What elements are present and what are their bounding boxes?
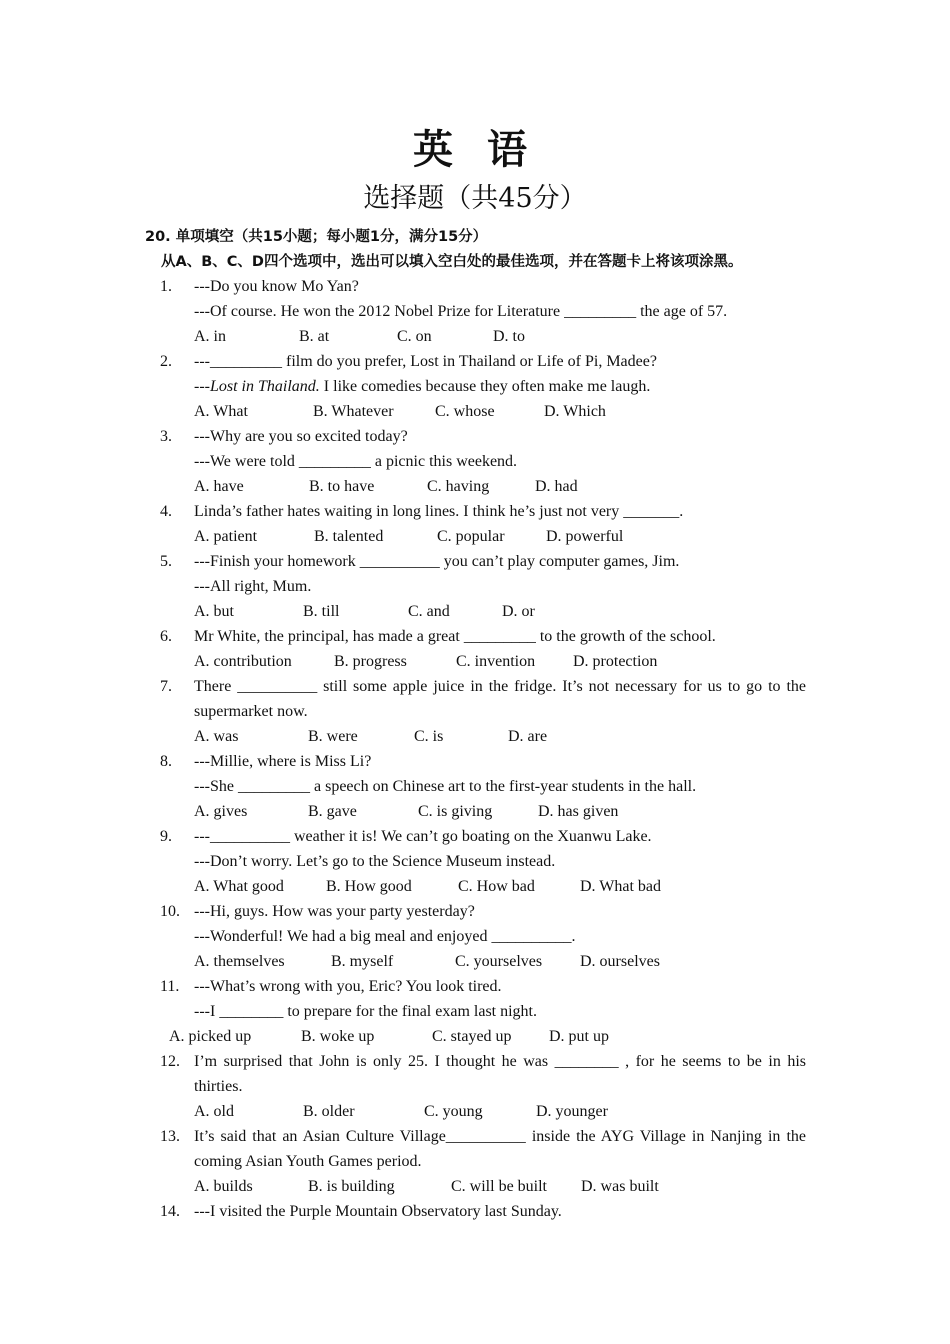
option-c: C. How bad <box>458 878 535 895</box>
question-number: 9. <box>160 828 172 845</box>
question-6 <box>0 624 950 674</box>
options-row <box>0 599 950 624</box>
question-line: ---I ________ to prepare for the final exam last night. <box>194 1003 537 1020</box>
option-c: C. and <box>408 603 450 620</box>
option-b: B. till <box>303 603 340 620</box>
option-b: B. progress <box>334 653 407 670</box>
options-row <box>0 1024 950 1049</box>
options-row <box>0 1174 950 1199</box>
section-heading: 20. 单项填空（共15小题；每小题1分，满分15分） <box>145 229 488 245</box>
page-title: 英 语 <box>413 126 537 173</box>
question-7 <box>0 674 950 749</box>
option-d: D. are <box>508 728 548 745</box>
option-d: D. or <box>502 603 535 620</box>
film-title: Lost in Thailand. <box>209 378 320 395</box>
question-line: ---She _________ a speech on Chinese art to the first-year students in the hall. <box>194 778 697 795</box>
option-c: C. young <box>424 1103 483 1120</box>
question-number: 2. <box>160 353 172 370</box>
question-number: 13. <box>160 1128 180 1145</box>
question-stem: There __________ still some apple juice in the fridge. It’s not necessary for us to go to the supermarket now. <box>194 678 806 720</box>
option-b: B. talented <box>314 528 384 545</box>
question-3 <box>0 424 950 499</box>
option-b: B. woke up <box>301 1028 375 1045</box>
option-a: A. have <box>194 478 244 495</box>
option-a: A. What <box>194 403 248 420</box>
question-13 <box>0 1124 950 1199</box>
option-a: A. What good <box>194 878 284 895</box>
option-a: A. but <box>194 603 234 620</box>
option-b: B. gave <box>308 803 357 820</box>
option-b: B. myself <box>331 953 394 970</box>
question-number: 5. <box>160 553 172 570</box>
question-line: ---I visited the Purple Mountain Observatory last Sunday. <box>194 1203 562 1220</box>
question-number: 10. <box>160 903 180 920</box>
option-c: C. popular <box>437 528 505 545</box>
question-number: 7. <box>160 678 172 695</box>
option-d: D. Which <box>544 403 606 420</box>
option-b: B. to have <box>309 478 375 495</box>
question-line: ---All right, Mum. <box>194 578 312 595</box>
question-14 <box>0 1199 950 1224</box>
question-line: ---Hi, guys. How was your party yesterday? <box>194 903 475 920</box>
options-row <box>0 649 950 674</box>
question-4 <box>0 499 950 549</box>
question-number: 11. <box>160 978 180 995</box>
option-d: D. What bad <box>580 878 662 895</box>
question-line: Linda’s father hates waiting in long lines. I think he’s just not very _______. <box>194 503 684 520</box>
option-a: A. patient <box>194 528 258 545</box>
options-row <box>0 799 950 824</box>
option-a: A. gives <box>194 803 248 820</box>
question-number: 6. <box>160 628 172 645</box>
question-list <box>0 274 950 1224</box>
question-line: ---Of course. He won the 2012 Nobel Prize for Literature _________ the age of 57. <box>194 303 728 320</box>
options-row <box>0 1099 950 1124</box>
question-line: ---Millie, where is Miss Li? <box>194 753 372 770</box>
option-c: C. invention <box>456 653 536 670</box>
answer-prefix: --- <box>194 378 210 395</box>
option-d: D. to <box>493 328 525 345</box>
options-row <box>0 524 950 549</box>
option-b: B. older <box>303 1103 355 1120</box>
question-number: 1. <box>160 278 172 295</box>
question-line: ---Do you know Mo Yan? <box>194 278 359 295</box>
option-c: C. yourselves <box>455 953 543 970</box>
question-line: ---Wonderful! We had a big meal and enjoyed __________. <box>194 928 576 945</box>
question-line <box>194 374 950 399</box>
option-c: C. is <box>414 728 444 745</box>
question-line: Mr White, the principal, has made a great _________ to the growth of the school. <box>194 628 716 645</box>
question-stem: It’s said that an Asian Culture Village__________ inside the AYG Village in Nanjing in the coming Asian Youth Games period. <box>194 1128 806 1170</box>
option-d: D. ourselves <box>580 953 660 970</box>
section-instructions: 从A、B、C、D四个选项中，选出可以填入空白处的最佳选项，并在答题卡上将该项涂黑。 <box>161 254 743 270</box>
options-row <box>0 399 950 424</box>
question-9 <box>0 824 950 899</box>
question-line: ---What’s wrong with you, Eric? You look tired. <box>194 978 502 995</box>
option-a: A. themselves <box>194 953 285 970</box>
option-c: C. having <box>427 478 490 495</box>
options-row <box>0 949 950 974</box>
question-11 <box>0 974 950 1049</box>
question-8 <box>0 749 950 824</box>
answer-text: I like comedies because they often make me laugh. <box>319 378 651 395</box>
option-b: B. How good <box>326 878 412 895</box>
question-line: ---We were told _________ a picnic this weekend. <box>194 453 518 470</box>
question-12 <box>0 1049 950 1124</box>
option-a: A. in <box>194 328 226 345</box>
option-d: D. powerful <box>546 528 624 545</box>
option-d: D. has given <box>538 803 619 820</box>
options-row <box>0 874 950 899</box>
option-c: C. on <box>397 328 432 345</box>
option-a: A. was <box>194 728 239 745</box>
question-number: 12. <box>160 1053 180 1070</box>
options-row <box>0 724 950 749</box>
question-line: ---Why are you so excited today? <box>194 428 408 445</box>
option-c: C. stayed up <box>432 1028 512 1045</box>
option-b: B. at <box>299 328 330 345</box>
question-10 <box>0 899 950 974</box>
option-d: D. put up <box>549 1028 609 1045</box>
option-d: D. younger <box>536 1103 608 1120</box>
option-b: B. Whatever <box>313 403 394 420</box>
question-stem: I’m surprised that John is only 25. I thought he was ________ , for he seems to be in his thirties. <box>194 1053 806 1095</box>
question-line: ---__________ weather it is! We can’t go boating on the Xuanwu Lake. <box>194 828 652 845</box>
question-number: 3. <box>160 428 172 445</box>
options-row <box>0 324 950 349</box>
option-b: B. were <box>308 728 358 745</box>
option-c: C. is giving <box>418 803 493 820</box>
question-number: 14. <box>160 1203 180 1220</box>
options-row <box>0 474 950 499</box>
option-b: B. is building <box>308 1178 395 1195</box>
option-c: C. will be built <box>451 1178 547 1195</box>
question-line: ---Finish your homework __________ you can’t play computer games, Jim. <box>194 553 680 570</box>
question-2 <box>0 349 950 424</box>
question-number: 8. <box>160 753 172 770</box>
option-d: D. had <box>535 478 578 495</box>
question-line: ---_________ film do you prefer, Lost in Thailand or Life of Pi, Madee? <box>194 353 657 370</box>
question-number: 4. <box>160 503 172 520</box>
option-d: D. was built <box>581 1178 659 1195</box>
question-5 <box>0 549 950 624</box>
option-a: A. old <box>194 1103 234 1120</box>
option-a: A. picked up <box>169 1028 252 1045</box>
option-d: D. protection <box>573 653 658 670</box>
question-line: ---Don’t worry. Let’s go to the Science Museum instead. <box>194 853 556 870</box>
question-1 <box>0 274 950 349</box>
option-c: C. whose <box>435 403 495 420</box>
option-a: A. builds <box>194 1178 253 1195</box>
page-subtitle: 选择题（共45分） <box>363 183 587 214</box>
option-a: A. contribution <box>194 653 292 670</box>
